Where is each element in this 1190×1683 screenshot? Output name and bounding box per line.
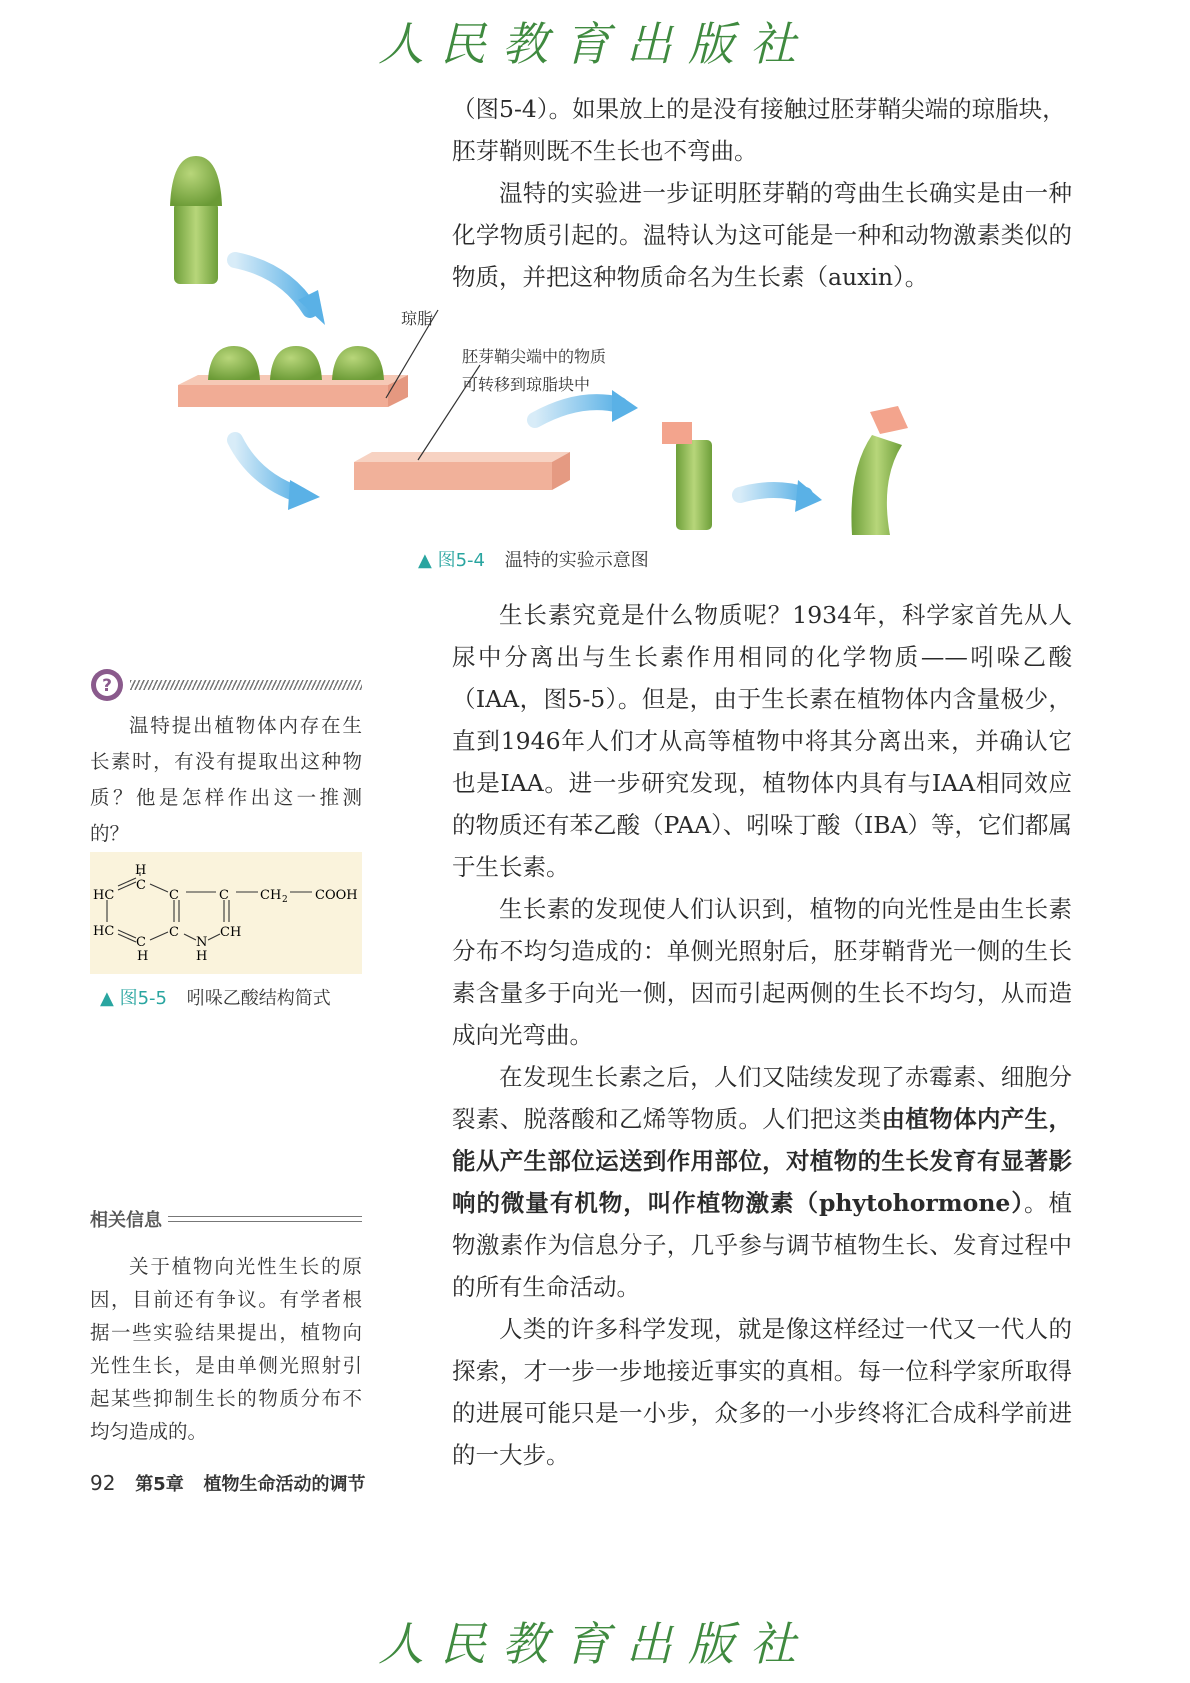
atom: C	[169, 888, 179, 903]
atom: CH	[260, 888, 282, 903]
question-icon	[90, 668, 124, 702]
paragraph: 生长素的发现使人们认识到，植物的向光性是由生长素分布不均匀造成的：单侧光照射后，胚芽鞘背光一侧的生长素含量多于向光一侧，因而引起两侧的生长不均匀，从而造成向光弯曲。	[452, 895, 1072, 1049]
atom: C	[169, 925, 179, 940]
arrow-icon	[740, 490, 805, 495]
caption-marker: ▲	[418, 550, 432, 571]
figure-5-4-caption	[418, 546, 649, 572]
paragraph: 生长素究竟是什么物质呢？1934年，科学家首先从人尿中分离出与生长素作用相同的化学物质——吲哚乙酸（IAA，图5-5）。但是，由于生长素在植物体内含量极少，直到1946年人们才从高等植物中将其分离出来，并确认它也是IAA。进一步研究发现，植物体内具有与IAA相同效应的物质还有苯乙酸（PAA）、吲哚丁酸（IBA）等，它们都属于生长素。	[452, 601, 1072, 881]
iaa-structural-formula	[90, 852, 362, 974]
question-text: 温特提出植物体内存在生长素时，有没有提取出这种物质？他是怎样作出这一推测的？	[90, 714, 362, 845]
paragraph: 胚芽鞘则既不生长也不弯曲。	[452, 137, 758, 165]
agar-block-with-tips	[178, 346, 408, 407]
label-transfer-line2: 可转移到琼脂块中	[462, 375, 591, 394]
paragraph-part: 。植物激素作为信息分子，几乎参与调节植物生长、发育过程中的所有生命活动。	[452, 1189, 1073, 1301]
atom: C	[219, 888, 229, 903]
atom: H	[135, 863, 147, 878]
atom: HC	[93, 924, 115, 939]
divider	[168, 1216, 362, 1222]
straight-coleoptile	[662, 422, 712, 530]
svg-text:?: ?	[102, 676, 112, 696]
chapter-title: 植物生命活动的调节	[203, 1474, 366, 1495]
definition-bold: 由植物体内产生，能从产生部位运送到作用部位，对植物的生长发育有显著影响的微量有机物，叫作植物激素（phytohormone）	[452, 1105, 1073, 1217]
caption-text: 温特的实验示意图	[504, 550, 649, 571]
page-footer	[90, 1470, 365, 1496]
related-info-text: 关于植物向光性生长的原因，目前还有争议。有学者根据一些实验结果提出，植物向光性生长，是由单侧光照射引起某些抑制生长的物质分布不均匀造成的。	[90, 1255, 362, 1443]
arrow-icon	[235, 260, 310, 310]
page-number: 92	[90, 1471, 116, 1495]
bent-coleoptile	[851, 406, 908, 535]
divider	[130, 680, 362, 690]
atom: C	[136, 935, 146, 950]
figure-5-4-diagram	[150, 150, 1010, 590]
caption-text: 吲哚乙酸结构简式	[186, 988, 331, 1009]
body-bottom-section	[452, 594, 1072, 1476]
related-info-title: 相关信息	[90, 1210, 162, 1231]
atom: CH	[220, 925, 242, 940]
atom: H	[196, 949, 208, 964]
sidebar-question	[90, 668, 362, 852]
agar-strip	[354, 452, 570, 490]
atom: N	[196, 935, 208, 950]
paragraph-part: 在发现生长素之后，人们又陆续发现了赤霉素、细胞分裂素、脱落酸和乙烯等物质。人们把这类	[452, 1063, 1072, 1133]
paragraph: 温特的实验进一步证明胚芽鞘的弯曲生长确实是由一种化学物质引起的。温特认为这可能是一种和动物激素类似的物质，并把这种物质命名为生长素（auxin）。	[452, 179, 1072, 291]
atom: C	[136, 878, 146, 893]
paragraph: 人类的许多科学发现，就是像这样经过一代又一代人的探索，才一步一步地接近事实的真相。每一位科学家所取得的进展可能只是一小步，众多的一小步终将汇合成科学前进的一大步。	[452, 1315, 1072, 1469]
paragraph	[452, 1056, 1072, 1308]
caption-marker: ▲	[100, 988, 114, 1009]
figure-5-5-structure	[90, 852, 362, 974]
arrow-icon	[535, 402, 620, 420]
paragraph: （图5-4）。如果放上的是没有接触过胚芽鞘尖端的琼脂块，	[452, 95, 1066, 123]
label-transfer-line1: 胚芽鞘尖端中的物质	[462, 347, 607, 366]
publisher-watermark-top: 人民教育出版社	[378, 17, 812, 71]
label-agar: 琼脂	[401, 309, 434, 328]
atom: HC	[93, 888, 115, 903]
coleoptile-with-tip	[170, 156, 222, 284]
chapter-number: 第5章	[135, 1474, 184, 1495]
atom: H	[137, 949, 149, 964]
figure-5-5-caption	[100, 984, 331, 1010]
caption-number: 图5-5	[119, 988, 167, 1009]
atom-subscript: 2	[282, 895, 288, 905]
related-info-box	[90, 1206, 362, 1448]
atom: COOH	[315, 888, 358, 903]
caption-number: 图5-4	[437, 550, 485, 571]
publisher-watermark-bottom: 人民教育出版社	[378, 1617, 812, 1671]
